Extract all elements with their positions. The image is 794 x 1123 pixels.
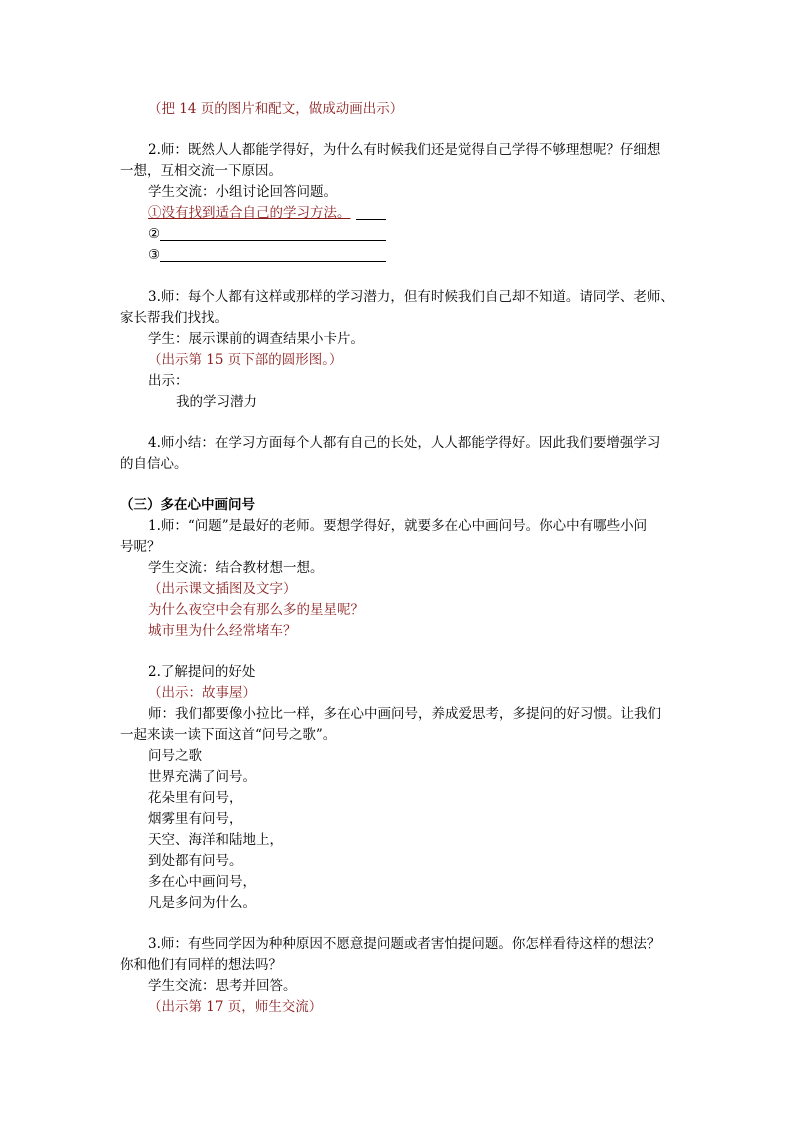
answer-blank-1 [356, 219, 386, 220]
paragraph-line: 家长帮我们找找。 [120, 310, 228, 326]
paragraph-line: 学生交流：小组讨论回答问题。 [148, 184, 337, 200]
answer-blank-3 [160, 261, 386, 262]
paragraph-line: 3.师：每个人都有这样或那样的学习潜力，但有时候我们自己却不知道。请同学、老师、 [148, 289, 674, 305]
paragraph-line: 1.师：“问题”是最好的老师。要想学得好，就要多在心中画问号。你心中有哪些小问 [148, 518, 648, 534]
paragraph-line: 学生：展示课前的调查结果小卡片。 [148, 331, 364, 347]
poem-line: 天空、海洋和陆地上， [148, 832, 283, 848]
paragraph-line: 一起来读一读下面这首“问号之歌”。 [120, 727, 337, 743]
paragraph-line: 师：我们都要像小拉比一样，多在心中画问号，养成爱思考，多提问的好习惯。让我们 [148, 706, 661, 722]
paragraph-line: 2.师：既然人人都能学得好，为什么有时候我们还是觉得自己学得不够理想呢？仔细想 [148, 142, 661, 158]
paragraph-line: 号呢？ [120, 539, 161, 555]
note-line: （把 14 页的图片和配文，做成动画出示） [148, 101, 404, 117]
answer-line-3: ③ [148, 247, 161, 263]
poem-line: 到处都有问号。 [148, 853, 243, 869]
paragraph-line: 一想，互相交流一下原因。 [120, 163, 282, 179]
paragraph-line: 出示： [148, 373, 189, 389]
poem-line: 花朵里有问号， [148, 790, 243, 806]
poem-line: 世界充满了问号。 [148, 769, 256, 785]
answer-blank-2 [160, 240, 386, 241]
paragraph-line: 4.师小结：在学习方面每个人都有自己的长处，人人都能学得好。因此我们要增强学习 [148, 435, 661, 451]
paragraph-line: 学生交流：结合教材想一想。 [148, 560, 324, 576]
paragraph-line: 3.师：有些同学因为种种原因不愿意提问题或者害怕提问题。你怎样看待这样的想法？ [148, 936, 661, 952]
paragraph-line: 我的学习潜力 [176, 394, 257, 410]
note-line: （出示课文插图及文字） [148, 581, 297, 597]
poem-line: 烟雾里有问号， [148, 811, 243, 827]
note-line: （出示第 17 页，师生交流） [148, 999, 323, 1015]
paragraph-line: 的自信心。 [120, 456, 188, 472]
question-line: 为什么夜空中会有那么多的星星呢？ [148, 602, 364, 618]
paragraph-line: 2.了解提问的好处 [148, 664, 256, 680]
poem-line: 凡是多问为什么。 [148, 895, 256, 911]
section-heading: （三）多在心中画问号 [120, 497, 255, 513]
answer-line-1: ①没有找到适合自己的学习方法。 [148, 205, 351, 221]
paragraph-line: 学生交流：思考并回答。 [148, 978, 297, 994]
poem-line: 多在心中画问号， [148, 874, 256, 890]
note-line: （出示：故事屋） [148, 685, 256, 701]
paragraph-line: 你和他们有同样的想法吗？ [120, 957, 282, 973]
answer-line-2: ② [148, 226, 161, 242]
note-line: （出示第 15 页下部的圆形图。） [148, 352, 343, 368]
question-line: 城市里为什么经常堵车？ [148, 623, 297, 639]
poem-title: 问号之歌 [148, 748, 202, 764]
